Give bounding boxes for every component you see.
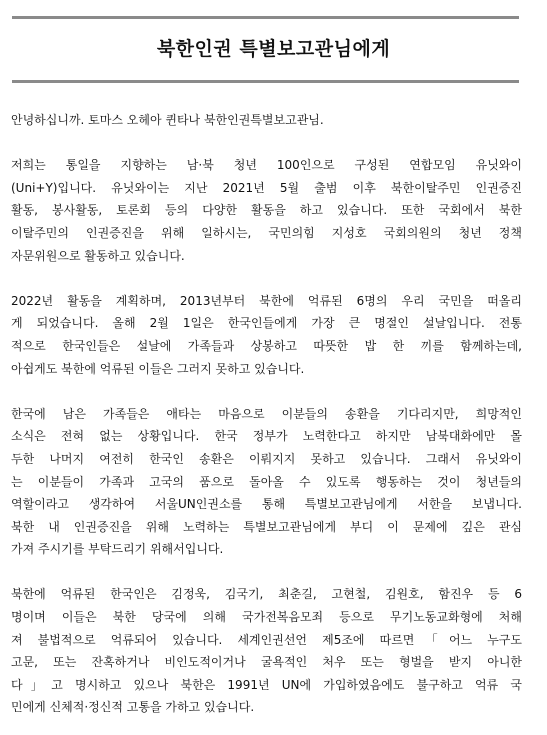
paragraph-greeting <box>11 109 522 132</box>
paragraph-line: 민에게 신체적·정신적 고통을 가하고 있습니다. <box>11 700 255 715</box>
paragraph-line: 두한 나머지 여전히 한국인 송환은 이뤄지지 못하고 있습니다. 그래서 유닛와이 <box>11 451 522 466</box>
paragraph-line: 자문위원으로 활동하고 있습니다. <box>11 248 185 263</box>
paragraph-line: 적으로 한국인들은 설날에 가족들과 상봉하고 따뜻한 밥 한 끼를 함께하는데, <box>11 338 522 353</box>
paragraph-line: 저희는 통일을 지향하는 남·북 청년 100인으로 구성된 연합모임 유닛와이 <box>11 158 522 173</box>
paragraph-detainees <box>11 583 522 719</box>
paragraph-line: 활동, 봉사활동, 토론회 등의 다양한 활동을 하고 있습니다. 또한 국회에서 북한 <box>11 203 522 218</box>
paragraph-spacer <box>11 561 522 584</box>
paragraph-line: 역할이라고 생각하여 서울UN인권소를 통해 특별보고관님에게 서한을 보냅니다. <box>11 497 522 512</box>
paragraph-spacer <box>11 132 522 155</box>
paragraph-background <box>11 290 522 380</box>
paragraph-line: 아쉽게도 북한에 억류된 이들은 그러지 못하고 있습니다. <box>11 361 305 376</box>
paragraph-spacer <box>11 267 522 290</box>
paragraph-line: 한국에 남은 가족들은 애타는 마음으로 이분들의 송환을 기다리지만, 희망적인 <box>11 406 522 421</box>
paragraph-line: 다」고 명시하고 있으나 북한은 1991년 UN에 가입하였음에도 불구하고 억류 국 <box>11 677 522 692</box>
paragraph-line: 고문, 또는 잔혹하거나 비인도적이거나 굴욕적인 처우 또는 형벌을 받지 아니한 <box>11 655 522 670</box>
paragraph-request <box>11 403 522 561</box>
bottom-rule <box>12 80 519 83</box>
paragraph-line: 소식은 전혀 없는 상황입니다. 한국 정부가 노력한다고 하지만 남북대화에만 몰 <box>11 429 522 444</box>
paragraph-line: 이탈주민의 인권증진을 위해 일하시는, 국민의힘 지성호 국회의원의 청년 정책 <box>11 225 522 240</box>
letter-title: 북한인권 특별보고관님에게 <box>156 38 391 60</box>
paragraph-line: 가져 주시기를 부탁드리기 위해서입니다. <box>11 542 224 557</box>
paragraph-line: 안녕하십니까. 토마스 오헤아 퀸타나 북한인권특별보고관님. <box>11 113 324 127</box>
paragraph-spacer <box>11 380 522 403</box>
paragraph-line: 북한에 억류된 한국인은 김정욱, 김국기, 최춘길, 고현철, 김원호, 함진우 등 6 <box>11 587 522 602</box>
paragraph-line: 져 불법적으로 억류되어 있습니다. 세계인권선언 제5조에 따르면「어느 누구도 <box>11 632 522 647</box>
paragraph-line: 북한 내 인권증진을 위해 노력하는 특별보고관님에게 부디 이 문제에 깊은 관심 <box>11 519 522 534</box>
letter-body <box>11 109 522 719</box>
paragraph-line: (Uni+Y)입니다. 유닛와이는 지난 2021년 5월 출범 이후 북한이탈주민 인권증진 <box>11 180 522 195</box>
paragraph-line: 는 이분들이 가족과 고국의 품으로 돌아올 수 있도록 행동하는 것이 청년들의 <box>11 474 522 489</box>
paragraph-introduction <box>11 154 522 267</box>
paragraph-line: 게 되었습니다. 올해 2월 1일은 한국인들에게 가장 큰 명절인 설날입니다. 전통 <box>11 316 522 331</box>
paragraph-line: 2022년 활동을 계획하며, 2013년부터 북한에 억류된 6명의 우리 국민을 떠올리 <box>11 293 522 308</box>
top-rule <box>12 16 519 19</box>
paragraph-line: 명이며 이들은 북한 당국에 의해 국가전복음모죄 등으로 무기노동교화형에 처해 <box>11 610 522 625</box>
